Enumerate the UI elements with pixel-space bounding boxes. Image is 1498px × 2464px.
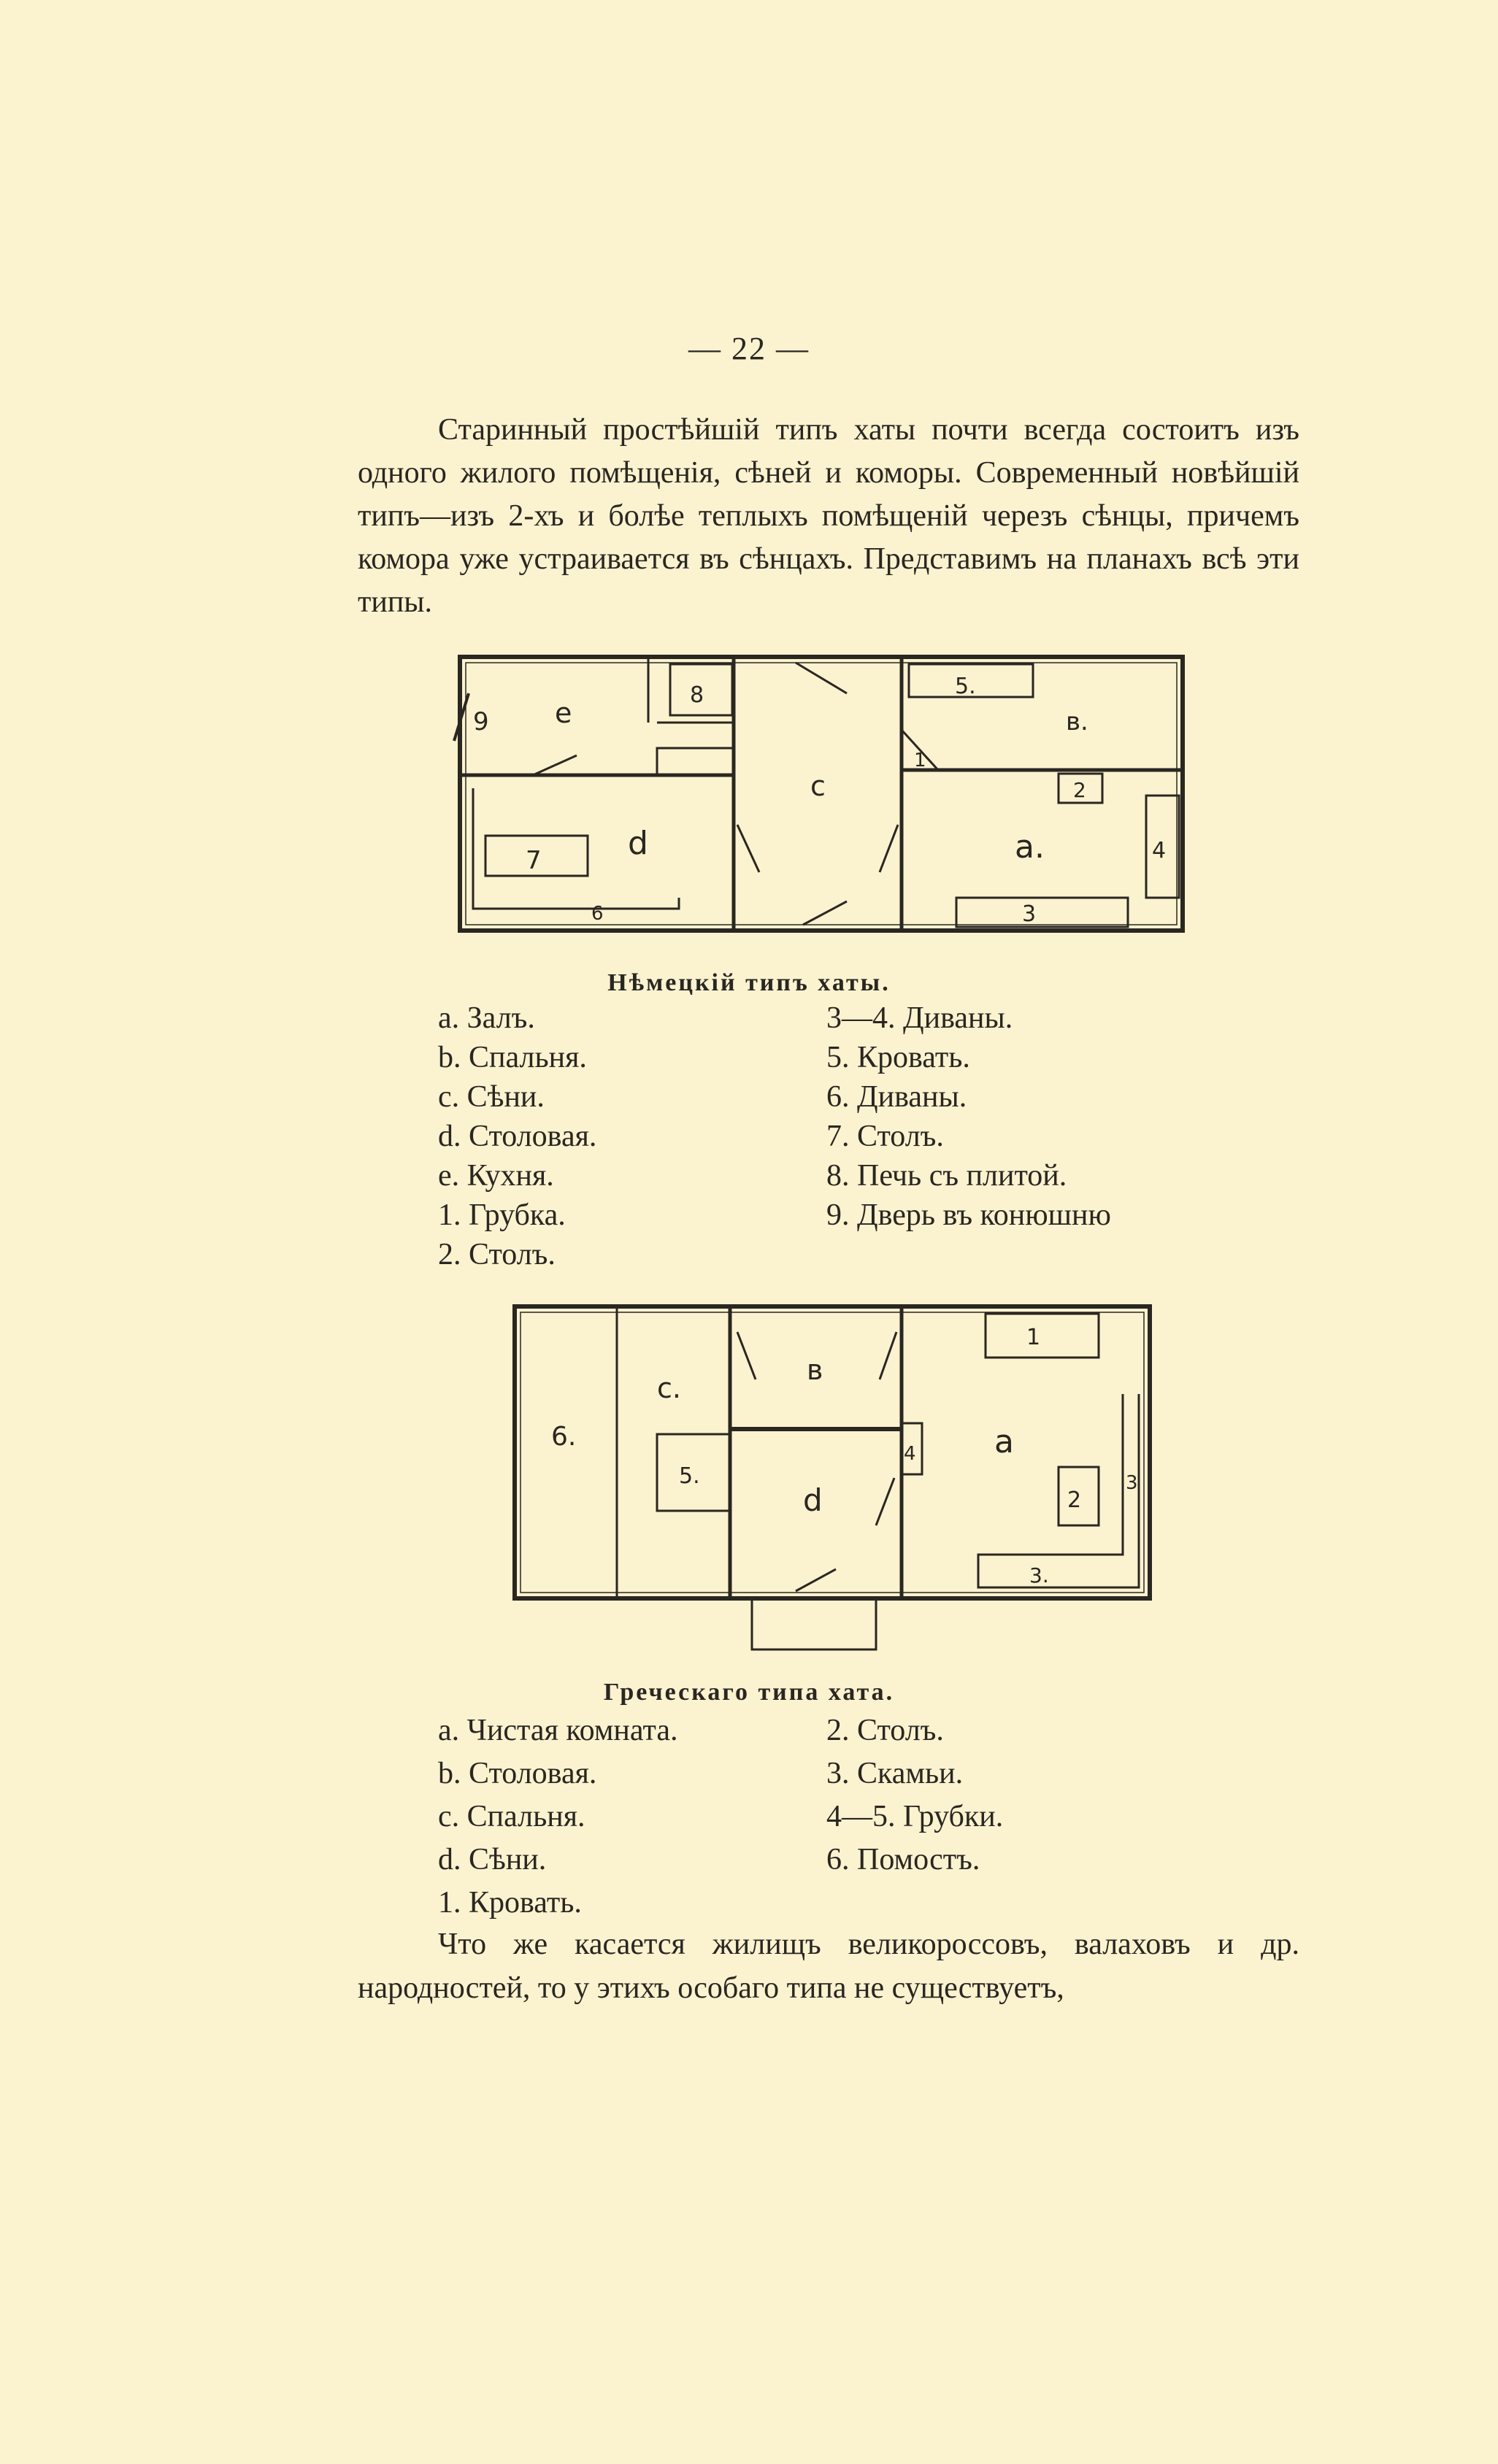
legend-item: 6. Помостъ. xyxy=(826,1843,980,1876)
plan1-label-8: 8 xyxy=(690,682,704,708)
plan2-label-3: 3 xyxy=(1126,1472,1138,1494)
legend-item: 4—5. Грубки. xyxy=(826,1800,1004,1833)
plan2-label-4: 4 xyxy=(904,1443,916,1465)
legend-item: e. Кухня. xyxy=(438,1159,554,1193)
intro-paragraph: Старинный простѣйшій типъ хаты почти всегда состоитъ изъ одного жилого помѣщенія, сѣней и коморы. Современный новѣйшій типъ—изъ 2-хъ и болѣе теплыхъ помѣщеній черезъ сѣнцы, причемъ комора уже устраивается въ сѣнцахъ. Представимъ на планахъ всѣ эти типы. xyxy=(358,413,1299,619)
plan1-label-5: 5. xyxy=(955,674,976,699)
plan2-label-3b: 3. xyxy=(1029,1563,1049,1587)
plan-greek-floorplan xyxy=(504,1299,1161,1657)
legend-item: 1. Грубка. xyxy=(438,1198,566,1232)
legend-item: d. Столовая. xyxy=(438,1120,597,1153)
legend-item: a. Залъ. xyxy=(438,1001,535,1035)
plan1-legend-left xyxy=(438,998,596,1274)
legend-item: 9. Дверь въ конюшню xyxy=(826,1198,1111,1232)
plan1-label-9: 9 xyxy=(473,707,489,736)
plan1-label-4: 4 xyxy=(1152,838,1167,863)
plan2-legend-right xyxy=(826,1709,1003,1882)
plan2-legend-left xyxy=(438,1709,677,1925)
plan1-label-e: e xyxy=(555,697,572,729)
plan1-label-b: в. xyxy=(1066,707,1088,736)
legend-item: 1. Кровать. xyxy=(438,1886,582,1920)
plan1-label-d: d xyxy=(628,825,648,862)
legend-item: a. Чистая комната. xyxy=(438,1714,678,1747)
plan1-label-2: 2 xyxy=(1073,778,1086,802)
closing-paragraph: Что же касается жилищъ великороссовъ, валаховъ и др. народностей, то у этихъ особаго типа не существуетъ, xyxy=(358,1928,1299,2005)
legend-item: 2. Столъ. xyxy=(438,1238,556,1271)
plan2-label-2: 2 xyxy=(1067,1487,1082,1513)
legend-item: 3. Скамьи. xyxy=(826,1757,964,1790)
plan2-label-a: a xyxy=(994,1423,1014,1460)
plan2-label-top: в xyxy=(807,1354,823,1386)
legend-item: 7. Столъ. xyxy=(826,1120,944,1153)
plan-german-drawing xyxy=(453,650,1197,942)
plan-german-floorplan xyxy=(453,650,1197,942)
legend-item: b. Спальня. xyxy=(438,1041,587,1074)
plan1-label-1: 1 xyxy=(914,750,926,771)
plan2-label-1: 1 xyxy=(1026,1325,1041,1350)
legend-item: c. Спальня. xyxy=(438,1800,585,1833)
plan1-label-3: 3 xyxy=(1022,901,1037,927)
plan2-label-c: c. xyxy=(657,1372,681,1404)
plan2-label-d: d xyxy=(803,1482,823,1518)
legend-item: c. Сѣни. xyxy=(438,1080,545,1114)
legend-item: 2. Столъ. xyxy=(826,1714,944,1747)
plan2-label-b: 6. xyxy=(551,1422,577,1452)
plan1-label-c: c xyxy=(810,770,826,802)
plan-greek-drawing xyxy=(504,1299,1161,1657)
legend-item: 5. Кровать. xyxy=(826,1041,970,1074)
plan2-caption: Греческаго типа хата. xyxy=(603,1679,895,1706)
plan1-label-6: 6 xyxy=(591,903,604,925)
legend-item: 3—4. Диваны. xyxy=(826,1001,1013,1035)
plan2-label-5: 5. xyxy=(679,1463,700,1489)
plan1-label-7: 7 xyxy=(526,846,542,875)
legend-item: d. Сѣни. xyxy=(438,1843,547,1876)
plan1-caption: Нѣмецкій типъ хаты. xyxy=(607,969,891,996)
legend-item: 6. Диваны. xyxy=(826,1080,967,1114)
plan1-label-a: a. xyxy=(1015,828,1045,866)
legend-item: 8. Печь съ плитой. xyxy=(826,1159,1067,1193)
page-number: — 22 — xyxy=(688,331,810,366)
plan1-legend-right xyxy=(826,998,1111,1235)
legend-item: b. Столовая. xyxy=(438,1757,597,1790)
